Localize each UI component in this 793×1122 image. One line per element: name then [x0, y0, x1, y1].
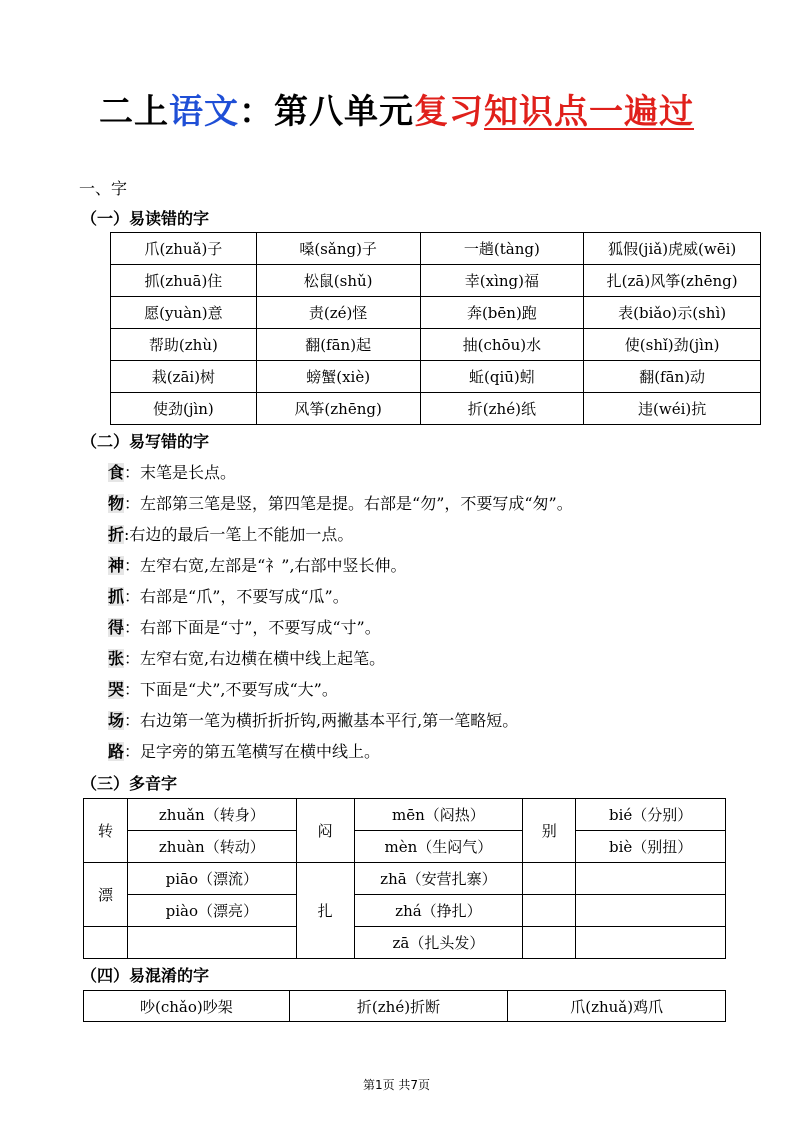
writing-rule — [108, 553, 407, 576]
table-row — [84, 799, 726, 831]
table-cell: 翻(fān)起 — [256, 329, 420, 361]
table-row — [84, 831, 726, 863]
rule-text: ：下面是“犬”,不要写成“大”。 — [124, 680, 338, 699]
table-cell: 违(wéi)抗 — [584, 393, 761, 425]
table-cell: 吵(chǎo)吵架 — [84, 991, 290, 1022]
table-cell: zhuǎn（转身） — [127, 799, 296, 831]
writing-rule — [108, 646, 385, 669]
table-cell: 松鼠(shǔ) — [256, 265, 420, 297]
table-row — [111, 329, 761, 361]
rule-char: 张 — [108, 649, 125, 668]
rule-text: :右边的最后一笔上不能加一点。 — [124, 525, 354, 544]
table-cell: 幸(xìng)福 — [420, 265, 584, 297]
table-cell — [523, 863, 576, 895]
writing-rule — [108, 677, 338, 700]
writing-rule — [108, 708, 518, 731]
rule-char: 神 — [108, 556, 125, 575]
subsection-heading: （二）易写错的字 — [81, 432, 210, 451]
table-row — [111, 393, 761, 425]
table-cell: 蚯(qiū)蚓 — [420, 361, 584, 393]
title-part: 复习 — [414, 92, 484, 132]
rule-char: 抓 — [108, 587, 125, 606]
rule-text: ：右部下面是“寸”，不要写成“寸”。 — [124, 618, 381, 637]
table-cell: 抓(zhuā)住 — [111, 265, 257, 297]
rule-text: ：足字旁的第五笔横写在横中线上。 — [124, 742, 381, 761]
table-cell: 栽(zāi)树 — [111, 361, 257, 393]
table-cell: piào（漂亮） — [127, 895, 296, 927]
table-cell: 使劲(jìn) — [111, 393, 257, 425]
table-row — [111, 233, 761, 265]
table-cell — [576, 863, 726, 895]
table-cell: bié（分别） — [576, 799, 726, 831]
table-cell — [576, 927, 726, 959]
misread-table — [110, 232, 761, 425]
writing-rule — [108, 739, 380, 762]
rule-text: ：左窄右宽,右边横在横中线上起笔。 — [124, 649, 386, 668]
polyphone-table — [83, 798, 726, 959]
rule-text: ：左部第三笔是竖，第四笔是提。右部是“勿”，不要写成“匆”。 — [124, 494, 573, 513]
table-row — [111, 297, 761, 329]
table-cell: zhuàn（转动） — [127, 831, 296, 863]
title-part: 语文 — [169, 92, 239, 132]
table-row — [111, 361, 761, 393]
subsection-heading: （三）多音字 — [81, 774, 178, 793]
table-row — [84, 895, 726, 927]
table-cell: zhá（挣扎） — [354, 895, 523, 927]
table-cell: 嗓(sǎng)子 — [256, 233, 420, 265]
rule-char: 场 — [108, 711, 125, 730]
rule-char: 得 — [108, 618, 125, 637]
rule-char: 哭 — [108, 680, 125, 699]
page-title — [0, 84, 793, 133]
table-cell: 折(zhé)折断 — [289, 991, 508, 1022]
polyphone-char: 转 — [84, 799, 128, 863]
rule-text: ：右边第一笔为横折折折钩,两撇基本平行,第一笔略短。 — [124, 711, 519, 730]
title-part: 二上 — [99, 92, 169, 132]
table-cell — [523, 895, 576, 927]
table-cell: 抽(chōu)水 — [420, 329, 584, 361]
table-cell — [84, 927, 128, 959]
section-heading: 一、字 — [79, 179, 128, 198]
title-part: 知识点一遍过 — [484, 92, 694, 132]
table-row — [111, 265, 761, 297]
table-cell — [576, 895, 726, 927]
table-cell: 爪(zhuǎ)鸡爪 — [508, 991, 726, 1022]
rule-char: 物 — [108, 494, 125, 513]
table-cell: 奔(bēn)跑 — [420, 297, 584, 329]
table-cell: 狐假(jiǎ)虎威(wēi) — [584, 233, 761, 265]
writing-rule — [108, 584, 349, 607]
polyphone-char: 别 — [523, 799, 576, 863]
table-cell: zhā（安营扎寨） — [354, 863, 523, 895]
table-cell: 表(biǎo)示(shì) — [584, 297, 761, 329]
polyphone-char: 扎 — [296, 863, 354, 959]
table-cell: 愿(yuàn)意 — [111, 297, 257, 329]
table-cell — [127, 927, 296, 959]
table-row — [84, 927, 726, 959]
writing-rule — [108, 491, 573, 514]
polyphone-char: 漂 — [84, 863, 128, 927]
rule-text: ：末笔是长点。 — [124, 463, 237, 482]
table-row — [84, 991, 726, 1022]
subsection-heading: （四）易混淆的字 — [81, 966, 210, 985]
table-cell: 风筝(zhēng) — [256, 393, 420, 425]
table-cell: piāo（漂流） — [127, 863, 296, 895]
table-cell: mēn（闷热） — [354, 799, 523, 831]
table-cell: 帮助(zhù) — [111, 329, 257, 361]
table-cell: 使(shǐ)劲(jìn) — [584, 329, 761, 361]
table-row — [84, 863, 726, 895]
polyphone-char: 闷 — [296, 799, 354, 863]
rule-char: 路 — [108, 742, 125, 761]
rule-text: ：右部是“爪”，不要写成“瓜”。 — [124, 587, 349, 606]
rule-char: 食 — [108, 463, 125, 482]
subsection-heading: （一）易读错的字 — [81, 209, 210, 228]
table-cell: 翻(fān)动 — [584, 361, 761, 393]
writing-rule — [108, 460, 236, 483]
page-footer: 第1页 共7页 — [362, 1078, 431, 1092]
confusable-table — [83, 990, 726, 1022]
table-cell — [523, 927, 576, 959]
table-cell: 责(zé)怪 — [256, 297, 420, 329]
table-cell: 一趟(tàng) — [420, 233, 584, 265]
table-cell: zā（扎头发） — [354, 927, 523, 959]
rule-char: 折 — [108, 525, 125, 544]
table-cell: mèn（生闷气） — [354, 831, 523, 863]
table-cell: 螃蟹(xiè) — [256, 361, 420, 393]
rule-text: ：左窄右宽,左部是“礻”,右部中竖长伸。 — [124, 556, 407, 575]
table-cell: 扎(zā)风筝(zhēng) — [584, 265, 761, 297]
table-cell: biè（别扭） — [576, 831, 726, 863]
table-cell: 爪(zhuǎ)子 — [111, 233, 257, 265]
writing-rule — [108, 615, 381, 638]
title-part: ：第八单元 — [239, 92, 414, 132]
table-cell: 折(zhé)纸 — [420, 393, 584, 425]
writing-rule — [108, 522, 353, 545]
